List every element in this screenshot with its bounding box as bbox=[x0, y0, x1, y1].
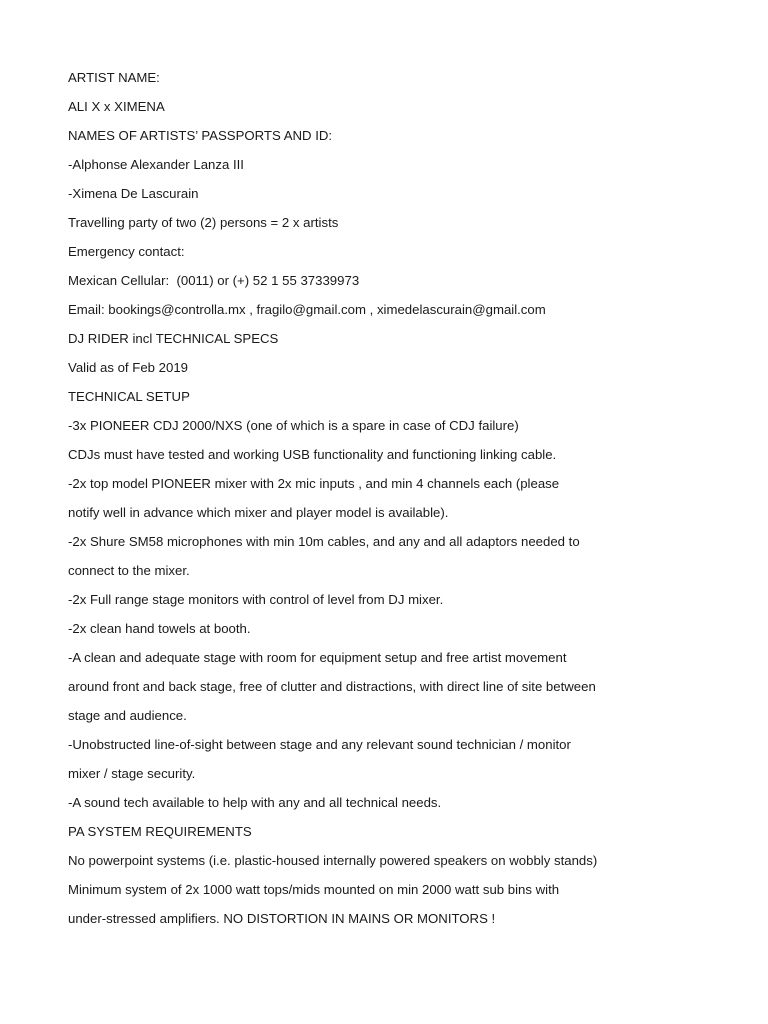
cdj-requirement-text: -3x PIONEER CDJ 2000/NXS (one of which is a spare in case of CDJ failure) bbox=[68, 418, 519, 433]
stage-requirement-cont-text: around front and back stage, free of clutter and distractions, with direct line of site between bbox=[68, 679, 596, 694]
valid-as-of-text: Valid as of Feb 2019 bbox=[68, 360, 188, 375]
minimum-system-text: Minimum system of 2x 1000 watt tops/mids mounted on min 2000 watt sub bins with bbox=[68, 882, 560, 897]
travelling-party-text: Travelling party of two (2) persons = 2 x artists bbox=[68, 215, 339, 230]
cdj-usb-text: CDJs must have tested and working USB functionality and functioning linking cable. bbox=[68, 447, 557, 462]
email-text: Email: bookings@controlla.mx , fragilo@gmail.com , ximedelascurain@gmail.com bbox=[68, 302, 546, 317]
artist-passport-name-1: -Alphonse Alexander Lanza III bbox=[68, 157, 244, 172]
sound-tech-text: -A sound tech available to help with any and all technical needs. bbox=[68, 795, 442, 810]
mixer-requirement-text: -2x top model PIONEER mixer with 2x mic inputs , and min 4 channels each (please bbox=[68, 476, 560, 491]
artist-name-value: ALI X x XIMENA bbox=[68, 99, 165, 114]
stage-audience-text: stage and audience. bbox=[68, 708, 187, 723]
no-distortion-text: under-stressed amplifiers. NO DISTORTION IN MAINS OR MONITORS ! bbox=[68, 911, 496, 926]
pa-system-heading: PA SYSTEM REQUIREMENTS bbox=[68, 824, 252, 839]
document-page bbox=[68, 68, 708, 938]
stage-requirement-text: -A clean and adequate stage with room for equipment setup and free artist movement bbox=[68, 650, 567, 665]
passports-heading: NAMES OF ARTISTS’ PASSPORTS AND ID: bbox=[68, 128, 333, 143]
hand-towels-text: -2x clean hand towels at booth. bbox=[68, 621, 251, 636]
no-powerpoint-text: No powerpoint systems (i.e. plastic-housed internally powered speakers on wobbly stands) bbox=[68, 853, 598, 868]
stage-security-text: mixer / stage security. bbox=[68, 766, 196, 781]
microphones-connect-text: connect to the mixer. bbox=[68, 563, 190, 578]
line-of-sight-text: -Unobstructed line-of-sight between stage and any relevant sound technician / monitor bbox=[68, 737, 571, 752]
stage-monitors-text: -2x Full range stage monitors with control of level from DJ mixer. bbox=[68, 592, 444, 607]
mixer-notify-text: notify well in advance which mixer and player model is available). bbox=[68, 505, 449, 520]
microphones-requirement-text: -2x Shure SM58 microphones with min 10m cables, and any and all adaptors needed to bbox=[68, 534, 580, 549]
technical-setup-heading: TECHNICAL SETUP bbox=[68, 389, 190, 404]
artist-name-heading: ARTIST NAME: bbox=[68, 70, 160, 85]
artist-passport-name-2: -Ximena De Lascurain bbox=[68, 186, 199, 201]
emergency-contact-heading: Emergency contact: bbox=[68, 244, 185, 259]
dj-rider-heading: DJ RIDER incl TECHNICAL SPECS bbox=[68, 331, 279, 346]
mexican-cellular-text: Mexican Cellular: (0011) or (+) 52 1 55 37339973 bbox=[68, 273, 360, 288]
